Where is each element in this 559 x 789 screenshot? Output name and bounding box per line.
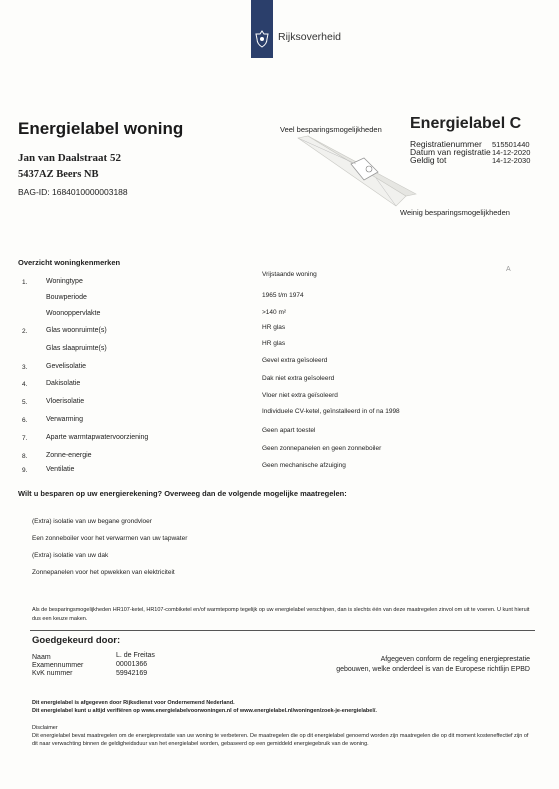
valid-until-value: 14-12-2030 <box>492 156 531 165</box>
issuer-note: Dit energielabel is afgegeven door Rijksdienst voor Ondernemend Nederland. <box>32 700 235 706</box>
measure-item: (Extra) isolatie van uw dak <box>32 552 109 559</box>
disclaimer-title: Disclaimer <box>32 725 58 731</box>
brand-name: Rijksoverheid <box>278 31 342 43</box>
row-key: Woonoppervlakte <box>46 310 101 317</box>
verification-note: Dit energielabel kunt u altijd verifiëren op www.energielabelvoorwoningen.nl of www.energielabel.nl/woningen/zoek-je-energielabel/. <box>32 708 377 714</box>
row-key: Zonne-energie <box>46 452 92 459</box>
row-value: Dak niet extra geïsoleerd <box>262 375 335 382</box>
stray-mark: A <box>506 266 511 273</box>
registration-number-label: Registratienummer <box>410 139 482 149</box>
conformity-line: gebouwen, welke onderdeel is van de Europese richtlijn EPBD <box>336 666 530 673</box>
row-value: HR glas <box>262 340 286 347</box>
registration-number-value: 515501440 <box>492 140 530 149</box>
row-value: Vloer niet extra geïsoleerd <box>262 392 338 399</box>
boiler-choice-note: Als de besparingsmogelijkheden HR107-ketel, HR107-combiketel en/of warmtepomp tegelijk op uw energielabel verschijnen, dan is slechts één van deze maatregelen zinvol om uit te voeren. U kunt hieruit dus een keuze maken. <box>32 607 530 622</box>
row-key: Gevelisolatie <box>46 363 87 370</box>
conformity-line: Afgegeven conform de regeling energieprestatie <box>380 656 530 663</box>
overview-title: Overzicht woningkenmerken <box>18 258 121 267</box>
measure-item: Een zonneboiler voor het verwarmen van uw tapwater <box>32 535 188 542</box>
address-postcode: 5437AZ Beers NB <box>18 169 99 180</box>
valid-until-label: Geldig tot <box>410 155 447 165</box>
page-title: Energielabel woning <box>18 119 184 138</box>
row-value: >140 m² <box>262 309 287 316</box>
epbd-conformity <box>300 655 530 675</box>
row-key: Woningtype <box>46 278 83 285</box>
row-value: Individuele CV-ketel, geïnstalleerd in of na 1998 <box>262 408 400 415</box>
energy-label-title: Energielabel C <box>410 115 522 132</box>
disclaimer-text: Dit energielabel bevat maatregelen om de energieprestatie van uw woning te verbeteren. De maatregelen die op dit energielabel genoemd worden zijn maatregelen die op dit moment kosteneffectief zijn of dit naar verwachting binnen de geldigheidsduur van het energielabel worden, gebaseerd op een gemiddeld energiegebruik van de woning. <box>32 733 529 747</box>
row-value: Geen apart toestel <box>262 427 316 434</box>
address-street: Jan van Daalstraat 52 <box>18 152 121 164</box>
row-key: Glas woonruimte(s) <box>46 327 107 334</box>
rijksoverheid-logo <box>251 0 273 58</box>
row-number: 8. <box>22 453 28 460</box>
kvk-number-label: KvK nummer <box>32 670 73 677</box>
row-value: Gevel extra geïsoleerd <box>262 357 328 364</box>
exam-number-value: 00001366 <box>116 661 148 668</box>
advisor-name-label: Naam <box>32 654 51 661</box>
row-number: 7. <box>22 435 28 442</box>
approved-title: Goedgekeurd door: <box>32 635 121 646</box>
exam-number-label: Examennummer <box>32 662 84 669</box>
kvk-number-value: 59942169 <box>116 670 148 677</box>
measure-item: Zonnepanelen voor het opwekken van elektriciteit <box>32 569 175 576</box>
registration-date-label: Datum van registratie <box>410 147 491 157</box>
row-key: Dakisolatie <box>46 380 81 387</box>
row-value: Geen mechanische afzuiging <box>262 462 346 469</box>
row-number: 6. <box>22 417 28 424</box>
many-savings-label: Veel besparingsmogelijkheden <box>280 125 382 134</box>
row-number: 4. <box>22 381 28 388</box>
measure-item: (Extra) isolatie van uw begane grondvloer <box>32 518 152 525</box>
row-value: Vrijstaande woning <box>262 271 317 278</box>
row-number: 3. <box>22 364 28 371</box>
row-number: 9. <box>22 467 28 474</box>
row-key: Verwarming <box>46 416 83 423</box>
row-value: 1965 t/m 1974 <box>262 292 304 299</box>
energy-scale-graphic <box>296 134 426 214</box>
few-savings-label: Weinig besparingsmogelijkheden <box>400 208 510 217</box>
advice-question: Wilt u besparen op uw energierekening? Overweeg dan de volgende mogelijke maatregelen: <box>18 489 347 498</box>
registration-date-value: 14-12-2020 <box>492 148 531 157</box>
row-value: Geen zonnepanelen en geen zonneboiler <box>262 445 382 452</box>
row-number: 1. <box>22 279 28 286</box>
bag-id: BAG-ID: 1684010000003188 <box>18 187 128 197</box>
advisor-name-value: L. de Freitas <box>116 652 155 659</box>
row-key: Bouwperiode <box>46 294 87 301</box>
row-number: 2. <box>22 328 28 335</box>
row-key: Aparte warmtapwatervoorziening <box>46 434 149 441</box>
row-value: HR glas <box>262 324 286 331</box>
row-key: Glas slaapruimte(s) <box>46 345 107 352</box>
row-number: 5. <box>22 399 28 406</box>
row-key: Ventilatie <box>46 466 75 473</box>
row-key: Vloerisolatie <box>46 398 85 405</box>
crest-icon <box>254 30 270 48</box>
